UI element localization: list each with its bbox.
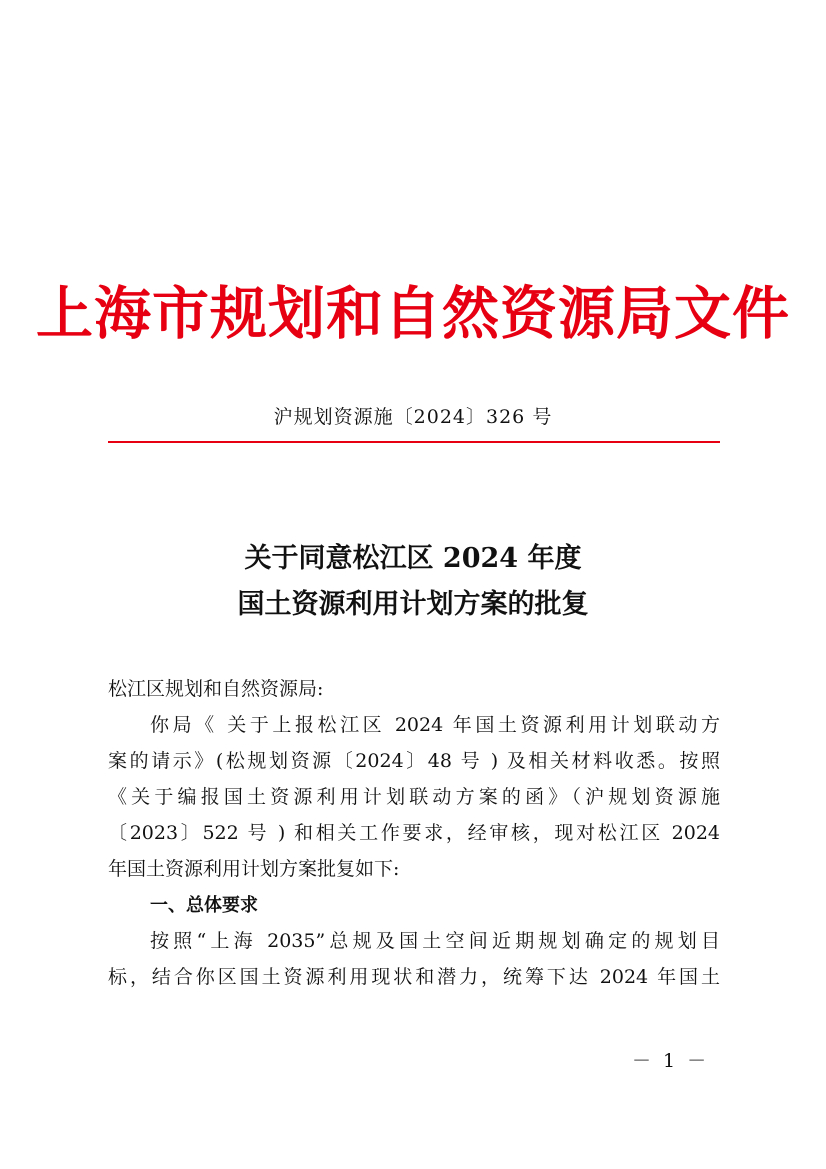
paragraph-1-line-2: 案的请示》(松规划资源〔2024〕48 号 ) 及相关材料收悉。按照 (108, 750, 720, 772)
red-divider (108, 441, 720, 443)
paragraph-1-line-5: 年国土资源利用计划方案批复如下: (108, 858, 400, 880)
header-title: 上海市规划和自然资源局文件 (36, 280, 790, 347)
page-number: － 1 － (632, 1050, 710, 1072)
paragraph-1-line-1: 你局《 关于上报松江区 2024 年国土资源利用计划联动方 (150, 714, 720, 736)
section-1-heading: 一、总体要求 (150, 895, 258, 916)
paragraph-2-line-2: 标，结合你区国土资源利用现状和潜力，统筹下达 2024 年国土 (108, 966, 720, 988)
document-number: 沪规划资源施〔2024〕326 号 (273, 406, 553, 428)
paragraph-1-line-4: 〔2023〕522 号 ) 和相关工作要求，经审核，现对松江区 2024 (108, 822, 720, 844)
paragraph-1-line-3: 《关于编报国土资源利用计划联动方案的函》（沪规划资源施 (108, 786, 720, 808)
addressee: 松江区规划和自然资源局: (108, 678, 324, 700)
paragraph-2-line-1: 按照“上海 2035”总规及国土空间近期规划确定的规划目 (150, 930, 720, 952)
main-title-line-2: 国土资源利用计划方案的批复 (237, 589, 589, 620)
main-title-line-1: 关于同意松江区 2024 年度 (244, 543, 582, 574)
